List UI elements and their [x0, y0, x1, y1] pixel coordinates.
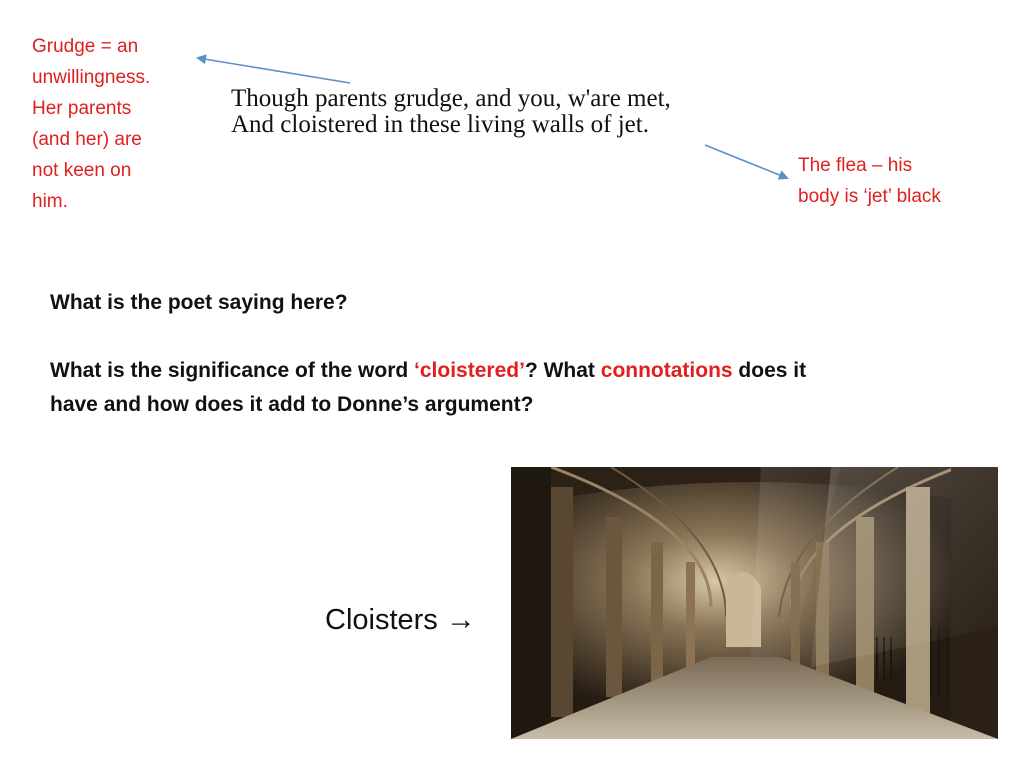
annotation-line: (and her) are	[32, 129, 142, 150]
quote-line-1: Though parents grudge, and you, w'are met,	[231, 85, 671, 112]
arrow-to-flea-note	[705, 145, 787, 178]
question-2-text: What is the significance of the word	[50, 359, 415, 382]
annotation-line: him.	[32, 191, 68, 212]
right-arrow-icon: →	[445, 603, 476, 636]
question-2-text: ? What	[524, 359, 601, 382]
cloister-photo	[511, 467, 998, 739]
cloisters-caption	[325, 603, 476, 637]
annotation-line: Her parents	[32, 98, 132, 119]
annotation-line: not keen on	[32, 160, 132, 181]
arrow-to-grudge-note	[198, 58, 350, 83]
question-2	[50, 354, 970, 388]
annotation-line: unwillingness.	[32, 67, 151, 88]
connotations-word: connotations	[600, 359, 733, 382]
questions-block	[50, 286, 970, 422]
cloistered-word: ‘cloistered’	[414, 359, 525, 382]
annotation-line: The flea – his	[798, 155, 913, 176]
question-2-line-2: have and how does it add to Donne’s argument?	[50, 393, 534, 416]
question-1: What is the poet saying here?	[50, 291, 348, 314]
quote-line-2: And cloistered in these living walls of jet.	[231, 111, 649, 138]
annotation-line: body is ‘jet’ black	[798, 186, 941, 207]
annotation-line: Grudge = an	[32, 36, 139, 57]
caption-label: Cloisters	[325, 604, 438, 636]
question-2-text: does it	[732, 359, 807, 382]
